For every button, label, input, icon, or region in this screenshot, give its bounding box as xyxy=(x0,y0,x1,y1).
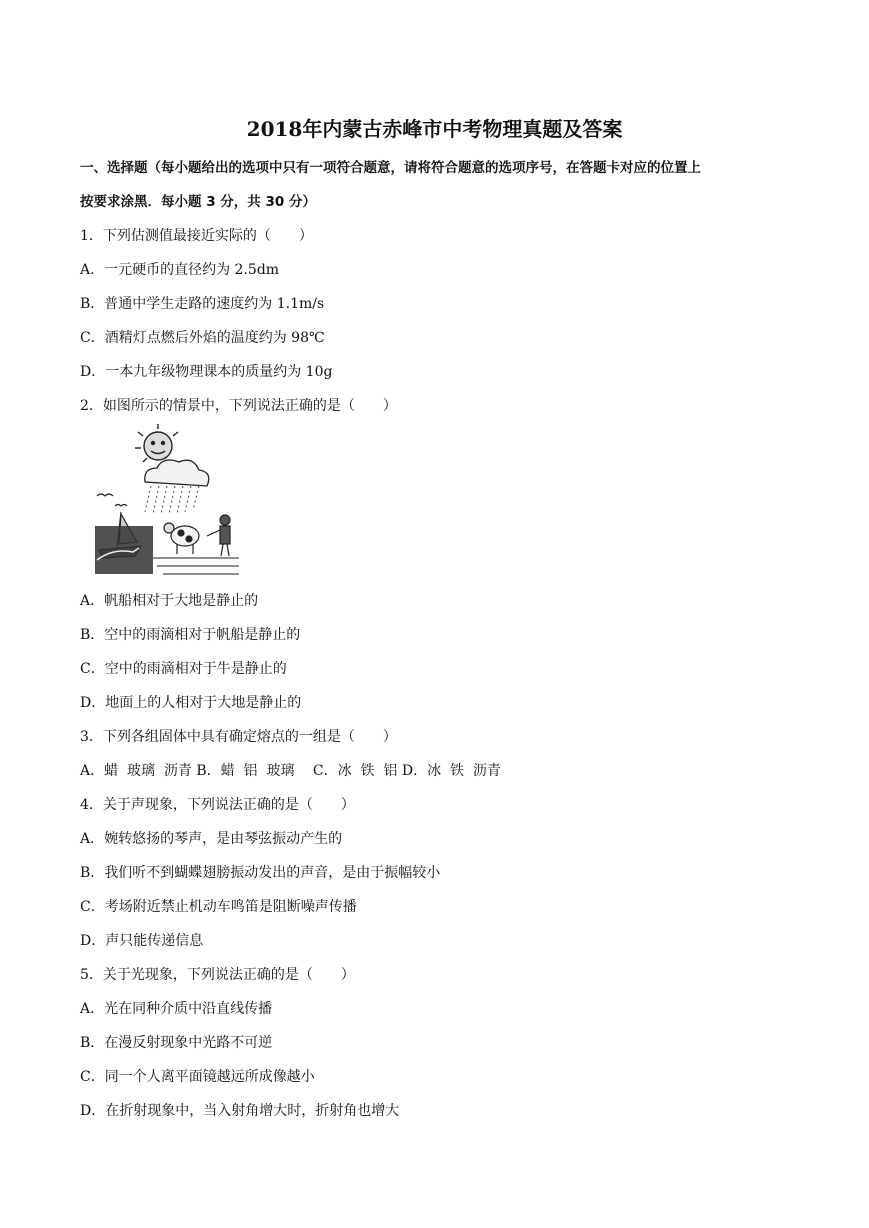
section-header-line1: 一、选择题（每小题给出的选项中只有一项符合题意，请将符合题意的选项序号，在答题卡对应的位置上 xyxy=(80,160,701,176)
question-1-option-c: C．酒精灯点燃后外焰的温度约为 98℃ xyxy=(80,330,325,346)
question-5-option-d: D．在折射现象中，当入射角增大时，折射角也增大 xyxy=(80,1103,400,1119)
sun-icon xyxy=(135,424,178,462)
question-4-option-b: B．我们听不到蝴蝶翅膀振动发出的声音，是由于振幅较小 xyxy=(80,865,441,881)
question-2-option-b: B．空中的雨滴相对于帆船是静止的 xyxy=(80,627,301,643)
question-5-option-a: A．光在同种介质中沿直线传播 xyxy=(80,1001,273,1017)
question-4-stem: 4．关于声现象，下列说法正确的是（ ） xyxy=(80,797,355,813)
question-2-option-d: D．地面上的人相对于大地是静止的 xyxy=(80,695,302,711)
question-1-option-d: D．一本九年级物理课本的质量约为 10g xyxy=(80,364,333,380)
section-header-line2: 按要求涂黑．每小题 3 分，共 30 分） xyxy=(80,194,316,210)
rain-drops xyxy=(145,486,199,514)
question-4-option-c: C．考场附近禁止机动车鸣笛是阻断噪声传播 xyxy=(80,899,357,915)
field-ground xyxy=(153,558,239,574)
question-2-stem: 2．如图所示的情景中，下列说法正确的是（ ） xyxy=(80,398,397,414)
birds-icon xyxy=(97,494,127,506)
question-1-stem: 1．下列估测值最接近实际的（ ） xyxy=(80,228,313,244)
question-1-option-b: B．普通中学生走路的速度约为 1.1m/s xyxy=(80,296,325,312)
cow-icon xyxy=(164,523,199,554)
question-1-option-a: A．一元硬币的直径约为 2.5dm xyxy=(80,262,280,278)
document-title: 2018年内蒙古赤峰市中考物理真题及答案 xyxy=(246,117,623,141)
question-5-option-c: C．同一个人离平面镜越远所成像越小 xyxy=(80,1069,315,1085)
question-4-option-a: A．婉转悠扬的琴声，是由琴弦振动产生的 xyxy=(80,831,343,847)
question-3-stem: 3．下列各组固体中具有确定熔点的一组是（ ） xyxy=(80,729,397,745)
question-2-option-a: A．帆船相对于大地是静止的 xyxy=(80,593,259,609)
river-area xyxy=(95,526,153,574)
cloud-icon xyxy=(145,460,209,486)
question-3-options: A．蜡 玻璃 沥青 B．蜡 铝 玻璃 C．冰 铁 铝 D．冰 铁 沥青 xyxy=(80,763,501,779)
question-2-option-c: C．空中的雨滴相对于牛是静止的 xyxy=(80,661,287,677)
farmer-icon xyxy=(207,515,230,556)
question-4-option-d: D．声只能传递信息 xyxy=(80,933,204,949)
question-2-figure xyxy=(93,420,241,580)
question-5-option-b: B．在漫反射现象中光路不可逆 xyxy=(80,1035,273,1051)
question-5-stem: 5．关于光现象，下列说法正确的是（ ） xyxy=(80,967,355,983)
